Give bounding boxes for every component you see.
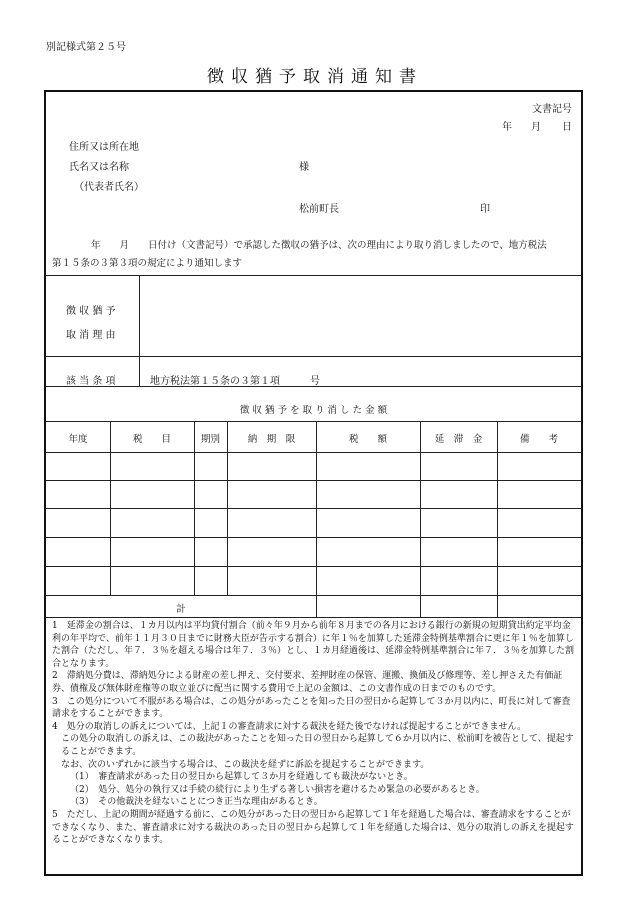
body-text-line1: 年 月 日付け（文書記号）で承認した徴収の猶予は、次の理由により取り消しましたので、地方税法 (91, 240, 547, 251)
form-number: 別記様式第２５号 (46, 42, 126, 53)
body-text-line2: 第１５条の３第３項の規定により通知します (52, 258, 243, 269)
table-total-label: 計 (176, 604, 186, 615)
table-header-tax-item: 税 目 (132, 434, 171, 445)
table-header-remarks: 備 考 (519, 434, 558, 445)
table-header-late-fee: 延 滞 金 (434, 434, 483, 445)
note-item: 3 この処分について不服がある場合は、この処分があったことを知った日の翌日から起算して３か月以内に、町長に対して審査請求をすることができます。 (52, 696, 571, 720)
page-title: 徴収猶予取消通知書 (207, 67, 423, 87)
issuer-name: 松前町長 (299, 204, 339, 215)
name-label: 氏名又は名称 (69, 162, 129, 173)
note-item: 4 処分の取消しの訴えについては、上記１の審査請求に対する裁決を経た後でなければ提起することができません。 (52, 721, 527, 732)
note-item: 2 滞納処分費は、滞納処分による財産の差し押え、交付要求、差押財産の保管、運搬、換価及び修理等、差し押さえた有価証券、債権及び無体財産権等の取立並びに配当に関する費用で上記の金額は、この文書作成の日までのものです。 (52, 671, 563, 694)
address-label: 住所又は所在地 (69, 142, 139, 153)
table-header-due-date: 納 期 限 (247, 434, 296, 445)
note-item: 1 延滞金の割合は、１カ月以内は平均貸付割合（前々年９月から前年８月までの各月における銀行の新規の短期貸出約定平均金利の年平均で、前年１１月３０日までに財務大臣が告示する割合）に年１％を加算した延滞金特例基準割合に更に年１％を加算した割合（ただし、年７．３％を超える場合は年７．３％）とし、１カ月経過後は、延滞金特例基準割合に年７．３％を加算した割合となります。 (52, 621, 575, 669)
date-day-label: 日 (562, 122, 572, 133)
representative-label: （代表者氏名） (74, 182, 144, 193)
article-label: 該 当 条 項 (66, 376, 116, 387)
date-month-label: 月 (531, 122, 541, 133)
note-item: 5 ただし、上記の期間が経過する前に、この処分があった日の翌日から起算して１年を経過した場合は、審査請求をすることができなくなり、また、審査請求に対する裁決のあった日の翌日から起算して１年を経過した場合は、処分の取消しの訴えを提起することができなくなります。 (52, 809, 574, 846)
reason-label-line2: 取 消 理 由 (66, 330, 116, 341)
article-value: 地方税法第１５条の３第１項 号 (150, 376, 320, 387)
note-item: （1） 審査請求があった日の翌日から起算して３か月を経過しても裁決がないとき。 (70, 772, 413, 783)
table-header-fiscal-year: 年度 (68, 434, 88, 445)
table-header-tax-amount: 税 額 (348, 434, 387, 445)
reason-label-line1: 徴 収 猶 予 (66, 306, 116, 317)
note-item: （2） 処分、処分の執行又は手続の続行により生ずる著しい損害を避けるため緊急の必要があるとき。 (70, 784, 485, 795)
note-item: この処分の取消しの訴えは、この裁決があったことを知った日の翌日から起算して６か月以内に、松前町を被告として、提起することができます。 (61, 734, 574, 757)
form-frame (44, 90, 583, 876)
amount-section-title: 徴 収 猶 予 を 取 り 消 し た 金 額 (239, 405, 388, 416)
honorific: 様 (299, 162, 309, 173)
notes-section (52, 620, 578, 847)
note-item: （3） その他裁決を経ないことにつき正当な理由があるとき。 (70, 797, 323, 808)
note-item: なお、次のいずれかに該当する場合は、この裁決を経ずに訴訟を提起することができます。 (61, 759, 430, 770)
document-number-label: 文書記号 (532, 104, 572, 115)
date-year-label: 年 (502, 122, 512, 133)
table-header-period: 期別 (200, 434, 220, 445)
seal-mark: 印 (480, 204, 490, 215)
